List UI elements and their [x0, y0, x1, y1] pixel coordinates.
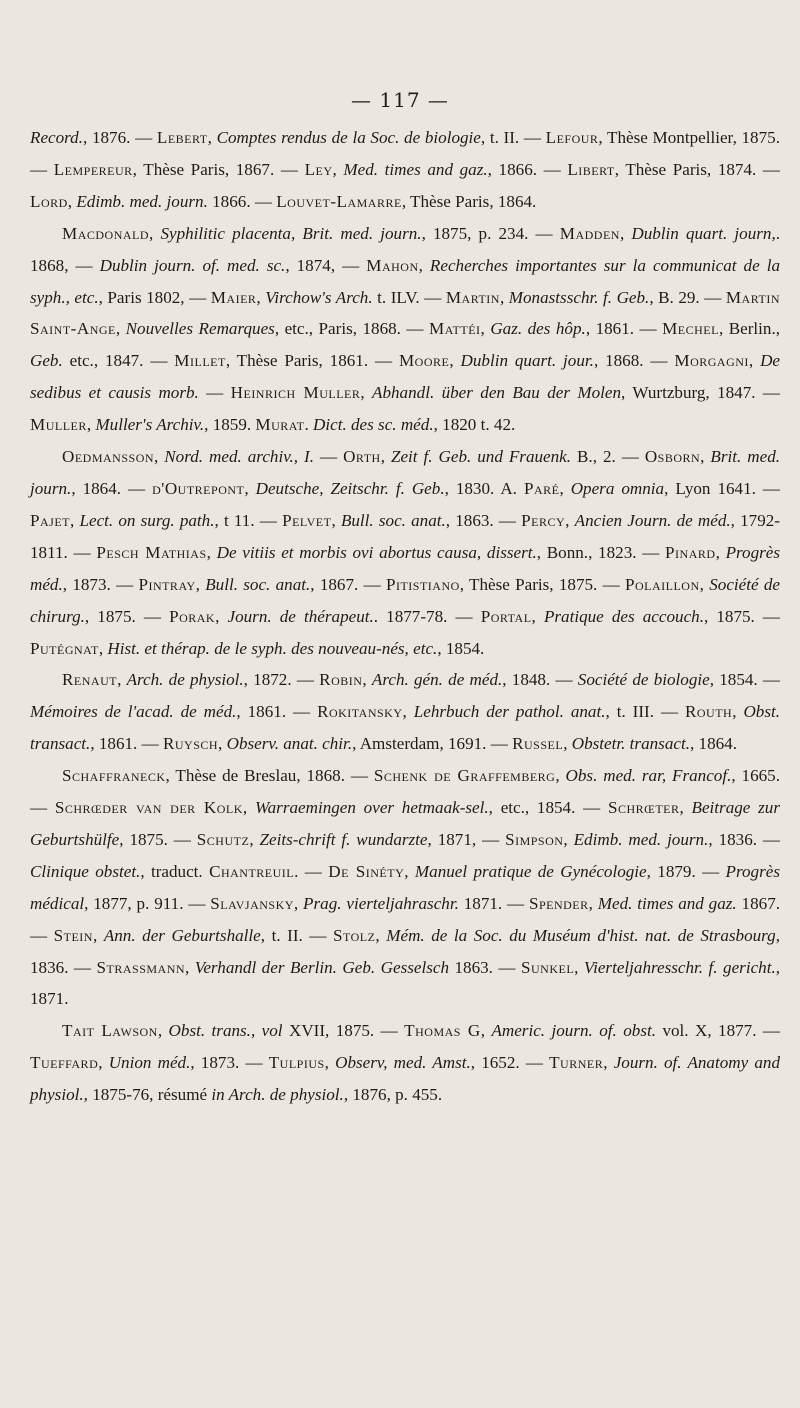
citation-text: , Amsterdam, 1691. —: [352, 734, 513, 754]
citation-title: Dict. des sc. méd.: [313, 415, 434, 435]
citation-text: , 1873. —: [62, 574, 139, 594]
author-name: Pintray: [138, 574, 196, 594]
author-name: Ley: [304, 159, 333, 179]
citation-text: ,: [404, 861, 415, 881]
citation-title: Prag. vierteljahraschr.: [303, 893, 459, 913]
citation-text: ,: [563, 829, 574, 849]
paragraph-t: [30, 1015, 780, 1111]
citation-title: Bull. soc. anat.: [340, 510, 446, 530]
citation-title: Dublin quart. jour.: [460, 351, 594, 371]
author-name: Pitistiano: [385, 574, 460, 594]
citation-text: ,: [449, 351, 461, 371]
citation-title: Union méd.: [108, 1053, 191, 1073]
citation-text: ,: [324, 1053, 336, 1073]
author-name: Murat: [255, 415, 305, 435]
citation-text: ,: [332, 159, 344, 179]
citation-text: ,: [244, 478, 256, 498]
paragraph-l: [30, 122, 780, 218]
citation-title: De vitiis et morbis ovi abortus causa, dissert.: [216, 542, 537, 562]
author-name: Pesch Mathias: [96, 542, 207, 562]
citation-text: ,: [206, 542, 217, 562]
author-name: Rokitansky: [317, 702, 403, 722]
author-name: Lempereur: [53, 159, 133, 179]
citation-title: Lehrbuch der pathol. anat.: [413, 702, 606, 722]
author-name: Lebert: [156, 128, 208, 147]
citation-text: ,: [149, 223, 161, 243]
author-name: Polaillon: [624, 574, 700, 594]
author-name: Schrœder van der Kolk: [54, 798, 243, 818]
citation-text: etc., 1847. —: [62, 351, 175, 371]
citation-title: Monastsschr. f. Geb.: [508, 287, 650, 307]
citation-text: , 1874, —: [285, 255, 367, 275]
citation-title: Verhandl der Berlin. Geb. Gesselsch: [194, 957, 449, 977]
citation-text: , 1877, p. 911. —: [84, 893, 211, 913]
author-name: Mechel: [662, 319, 719, 339]
citation-text: , 1876. —: [83, 128, 157, 147]
citation-title: Bull. soc. anat.: [205, 574, 311, 594]
author-name: Tait Lawson: [62, 1021, 158, 1041]
citation-text: B., 2. —: [571, 447, 645, 467]
citation-text: ,: [555, 766, 566, 786]
citation-title: Journ. of. Anatomy and physiol.: [30, 1053, 781, 1105]
citation-text: ,: [700, 447, 711, 467]
author-name: Slavjansky: [210, 893, 294, 913]
citation-text: 1866. —: [207, 191, 277, 211]
citation-text: , etc., 1854. —: [488, 798, 608, 818]
author-name: Strassmann: [96, 957, 186, 977]
citation-text: ,: [588, 893, 598, 913]
author-name: Morgagni: [674, 351, 749, 371]
citation-text: , t 11. —: [214, 510, 283, 530]
citation-text: —: [314, 447, 344, 467]
citation-text: ,: [360, 383, 373, 403]
citation-text: , Thèse Montpellier, 1875. —: [30, 128, 780, 179]
author-name: Mattéi: [429, 319, 481, 339]
citation-text: —: [198, 383, 231, 403]
citation-text: . —: [294, 861, 329, 881]
citation-text: , 1836. —: [30, 925, 781, 977]
citation-text: , 1854.: [437, 638, 485, 658]
citation-title: Obst. trans., vol: [168, 1021, 283, 1041]
citation-text: 1867. —: [30, 893, 781, 945]
citation-text: 1871. —: [458, 893, 529, 913]
citation-text: , traduct.: [140, 861, 210, 881]
citation-text: , 1859.: [204, 415, 256, 435]
author-name: Percy: [521, 510, 566, 530]
citation-text: . 1877-78. —: [373, 606, 481, 626]
citation-text: ,: [154, 447, 165, 467]
citation-text: , 1871, —: [427, 829, 506, 849]
citation-title: Virchow's Arch.: [265, 287, 373, 307]
author-name: Muller: [30, 415, 87, 435]
author-name: Pelvet: [282, 510, 332, 530]
citation-title: Progrès médical: [30, 861, 780, 913]
author-name: Schenk de Graffemberg: [373, 766, 556, 786]
paragraph-o-p: [30, 441, 780, 664]
citation-title: Abhandl. über den Bau der Molen: [372, 383, 622, 403]
author-name: Spender: [528, 893, 589, 913]
citation-title: Arch. gén. de méd.: [371, 670, 503, 690]
citation-text: t. ILV. —: [372, 287, 446, 307]
citation-text: , 1665. —: [30, 766, 780, 818]
author-name: Martin Saint-Ange: [30, 287, 780, 339]
citation-title: Obst. transact.: [30, 702, 781, 754]
citation-text: ,: [67, 191, 77, 211]
citation-text: , Thèse Paris, 1875. —: [459, 574, 625, 594]
citation-title: Mémoires de l'acad. de méd.: [30, 702, 237, 722]
citation-text: ,: [215, 606, 228, 626]
paragraph-s: [30, 760, 780, 1015]
citation-text: ,: [619, 223, 632, 243]
author-name: Pinard: [665, 542, 716, 562]
citation-title: Clinique obstet.: [30, 861, 141, 881]
citation-title: Muller's Archiv.: [95, 415, 205, 435]
citation-text: ,: [218, 734, 227, 754]
citation-text: XVII, 1875. —: [282, 1021, 405, 1041]
citation-text: , 1875. —: [84, 606, 170, 626]
citation-title: Geb.: [30, 351, 63, 371]
citation-text: ,: [86, 415, 96, 435]
citation-title: Observ. anat. chir.: [226, 734, 353, 754]
page-number: — 117 —: [351, 88, 449, 112]
citation-text: , B. 29. —: [649, 287, 726, 307]
citation-text: , 1875. —: [703, 606, 781, 626]
author-name: De Sinéty: [328, 861, 405, 881]
citation-text: vol. X, 1877. —: [656, 1021, 781, 1041]
author-name: Schrœter: [607, 798, 680, 818]
citation-text: . 1868, —: [30, 223, 781, 275]
citation-text: ,: [157, 1021, 169, 1041]
citation-title: Syphilitic placenta, Brit. med. journ.: [160, 223, 422, 243]
citation-title: Comptes rendus de la Soc. de biologie: [216, 128, 481, 147]
author-name: Porak: [169, 606, 216, 626]
citation-title: Société de biologie: [577, 670, 710, 690]
author-name: Putégnat: [30, 638, 99, 658]
citation-text: , 1876, p. 455.: [343, 1085, 443, 1105]
citation-text: , 1867. —: [310, 574, 386, 594]
citation-text: , 1861. —: [585, 319, 663, 339]
citation-text: , 1792-1811. —: [30, 510, 781, 562]
citation-text: , 1868. —: [593, 351, 675, 371]
citation-text: , 1879. —: [646, 861, 726, 881]
citation-text: , 1864.: [689, 734, 737, 754]
citation-text: , 1652. —: [470, 1053, 550, 1073]
citation-title: Med. times and gaz.: [597, 893, 737, 913]
author-name: Stein: [53, 925, 93, 945]
citation-text: 1863. —: [449, 957, 521, 977]
author-name: Chantreuil: [209, 861, 295, 881]
citation-text: ,: [418, 255, 430, 275]
citation-text: , 1866. —: [487, 159, 568, 179]
citation-title: Ann. der Geburtshalle: [103, 925, 261, 945]
author-name: Tulpius: [268, 1053, 325, 1073]
citation-text: , Paris 1802, —: [98, 287, 211, 307]
citation-text: ,: [115, 319, 126, 339]
citation-text: , Thèse de Breslau, 1868. —: [165, 766, 374, 786]
citation-title: Deutsche, Zeitschr. f. Geb.: [255, 478, 445, 498]
author-name: Osborn: [644, 447, 701, 467]
citation-title: Dublin journ. of. med. sc.: [99, 255, 286, 275]
citation-text: ,: [480, 1021, 492, 1041]
citation-text: ,: [195, 574, 206, 594]
citation-title: Lect. on surg. path.: [79, 510, 215, 530]
citation-text: ,: [256, 287, 266, 307]
citation-text: , 1871.: [30, 957, 781, 1009]
citation-text: ,: [92, 925, 104, 945]
author-name: Portal: [480, 606, 532, 626]
citation-title: Dublin quart. journ,: [631, 223, 776, 243]
citation-title: Nouvelles Remarques: [125, 319, 275, 339]
citation-text: , 1875-76, résumé: [83, 1085, 212, 1105]
paragraph-r: [30, 664, 780, 760]
citation-title: Opera omnia: [570, 478, 665, 498]
author-name: Simpson: [505, 829, 564, 849]
author-name: Paré: [523, 478, 560, 498]
citation-text: ,: [574, 957, 584, 977]
citation-text: , Berlin.,: [718, 319, 781, 339]
citation-text: ,: [98, 1053, 109, 1073]
citation-text: , 1854. —: [709, 670, 781, 690]
citation-title: De sedibus et causis morb.: [30, 351, 781, 403]
citation-text: , Thèse Paris, 1861. —: [225, 351, 399, 371]
citation-text: , Bonn., 1823. —: [536, 542, 666, 562]
author-name: Tueffard: [30, 1053, 99, 1073]
citation-text: ,: [499, 287, 509, 307]
citation-text: ,: [699, 574, 710, 594]
citation-title: Zeit f. Geb. und Frauenk.: [390, 447, 572, 467]
citation-title: Obs. med. rar, Francof.: [565, 766, 732, 786]
author-name: Pajet: [30, 510, 71, 530]
citation-text: ,: [207, 128, 217, 147]
citation-title: Progrès méd.: [30, 542, 781, 594]
citation-text: ,: [480, 319, 491, 339]
citation-title: Pratique des accouch.: [543, 606, 704, 626]
citation-text: , Thèse Paris, 1864.: [401, 191, 537, 211]
citation-text: , Thèse Paris, 1867. —: [132, 159, 305, 179]
citation-title: Recherches importantes sur la communicat de la syph., etc.: [30, 255, 780, 307]
citation-text: ,: [559, 478, 571, 498]
citation-title: Société de chirurg.: [30, 574, 780, 626]
citation-title: Edimb. med. journ.: [573, 829, 709, 849]
citation-text: ,: [715, 542, 726, 562]
author-name: Stolz: [332, 925, 376, 945]
bibliography-text: [30, 122, 780, 1111]
author-name: Orth: [343, 447, 381, 467]
author-name: Lefour: [545, 128, 599, 147]
citation-text: ,: [98, 638, 108, 658]
author-name: Renaut: [62, 670, 118, 690]
citation-text: ,: [70, 510, 80, 530]
citation-text: , 1875. —: [119, 829, 197, 849]
citation-text: ,: [732, 702, 744, 722]
citation-title: Record.: [30, 128, 84, 147]
author-name: Maier: [210, 287, 257, 307]
citation-text: ,: [402, 702, 414, 722]
citation-title: Vierteljahresschr. f. gericht.: [583, 957, 776, 977]
citation-title: Ancien Journ. de méd.: [574, 510, 731, 530]
citation-title: Arch. de physiol.: [126, 670, 244, 690]
citation-text: , 1872. —: [243, 670, 320, 690]
citation-text: , 1848. —: [502, 670, 578, 690]
author-name: Turner: [549, 1053, 604, 1073]
citation-title: Brit. med. journ.: [30, 447, 781, 498]
citation-title: Zeits-chrift f. wundarzte: [259, 829, 428, 849]
citation-text: ,: [375, 925, 387, 945]
author-name: d'Outrepont: [152, 478, 245, 498]
citation-text: , 1864. —: [71, 478, 153, 498]
citation-title: Warraemingen over hetmaak-sel.: [254, 798, 489, 818]
author-name: Schaffraneck: [62, 766, 166, 786]
citation-text: ,: [679, 798, 692, 818]
author-name: Moore: [398, 351, 450, 371]
citation-text: , 1861. —: [236, 702, 318, 722]
author-name: Martin: [445, 287, 500, 307]
citation-text: ,: [249, 829, 260, 849]
citation-text: , 1873. —: [190, 1053, 269, 1073]
author-name: Ruysch: [162, 734, 219, 754]
citation-text: ,: [603, 1053, 614, 1073]
citation-title: Journ. de thérapeut.: [227, 606, 374, 626]
author-name: Louvet-Lamarre: [276, 191, 402, 211]
citation-text: ,: [565, 510, 575, 530]
author-name: Millet: [174, 351, 226, 371]
citation-text: , 1820 t. 42.: [433, 415, 516, 435]
author-name: Russel: [512, 734, 564, 754]
citation-title: Americ. journ. of. obst.: [491, 1021, 657, 1041]
citation-text: ,: [362, 670, 372, 690]
citation-text: ,: [331, 510, 341, 530]
author-name: Sunkel: [520, 957, 575, 977]
citation-title: Manuel pratique de Gynécologie: [414, 861, 647, 881]
author-name: Libert: [567, 159, 615, 179]
citation-text: ,: [185, 957, 195, 977]
author-name: Thomas G: [404, 1021, 481, 1041]
author-name: Madden: [559, 223, 620, 243]
citation-text: ,: [380, 447, 391, 467]
citation-text: , etc., Paris, 1868. —: [274, 319, 430, 339]
citation-text: , t. III. —: [605, 702, 685, 722]
citation-title: Nord. med. archiv., I.: [164, 447, 315, 467]
citation-title: Beitrage zur Geburtshülfe: [30, 798, 780, 849]
author-name: Macdonald: [62, 223, 150, 243]
citation-text: , Lyon 1641. —: [664, 478, 780, 498]
paragraph-m: [30, 218, 780, 441]
citation-text: , t. II. —: [260, 925, 333, 945]
citation-title: Observ, med. Amst.: [335, 1053, 471, 1073]
author-name: Routh: [684, 702, 733, 722]
citation-text: , t. II. —: [480, 128, 546, 147]
citation-title: in Arch. de physiol.: [211, 1085, 344, 1105]
citation-text: , 1830. A.: [444, 478, 524, 498]
citation-text: , 1875, p. 234. —: [421, 223, 560, 243]
citation-title: Gaz. des hôp.: [490, 319, 586, 339]
author-name: Schutz: [196, 829, 250, 849]
citation-title: Med. times and gaz.: [343, 159, 488, 179]
citation-title: Obstetr. transact.: [571, 734, 690, 754]
citation-text: ,: [117, 670, 127, 690]
author-name: Lord: [30, 191, 68, 211]
citation-title: Edimb. med. journ.: [76, 191, 208, 211]
citation-text: , Wurtzburg, 1847. —: [621, 383, 780, 403]
citation-title: Mém. de la Soc. du Muséum d'hist. nat. de Strasbourg: [386, 925, 776, 945]
author-name: Mahon: [366, 255, 419, 275]
author-name: Heinrich Muller: [230, 383, 361, 403]
citation-text: ,: [531, 606, 544, 626]
citation-text: ,: [293, 893, 304, 913]
citation-text: , 1861. —: [90, 734, 163, 754]
citation-text: ,: [242, 798, 255, 818]
citation-text: , Thèse Paris, 1874. —: [614, 159, 780, 179]
citation-title: Hist. et thérap. de le syph. des nouveau-nés, etc.: [107, 638, 438, 658]
citation-text: ,: [563, 734, 572, 754]
citation-text: , 1836. —: [708, 829, 781, 849]
citation-text: .: [304, 415, 314, 435]
citation-text: , 1863. —: [445, 510, 522, 530]
citation-text: ,: [748, 351, 761, 371]
author-name: Robin: [319, 670, 363, 690]
author-name: Oedmansson: [62, 447, 155, 467]
